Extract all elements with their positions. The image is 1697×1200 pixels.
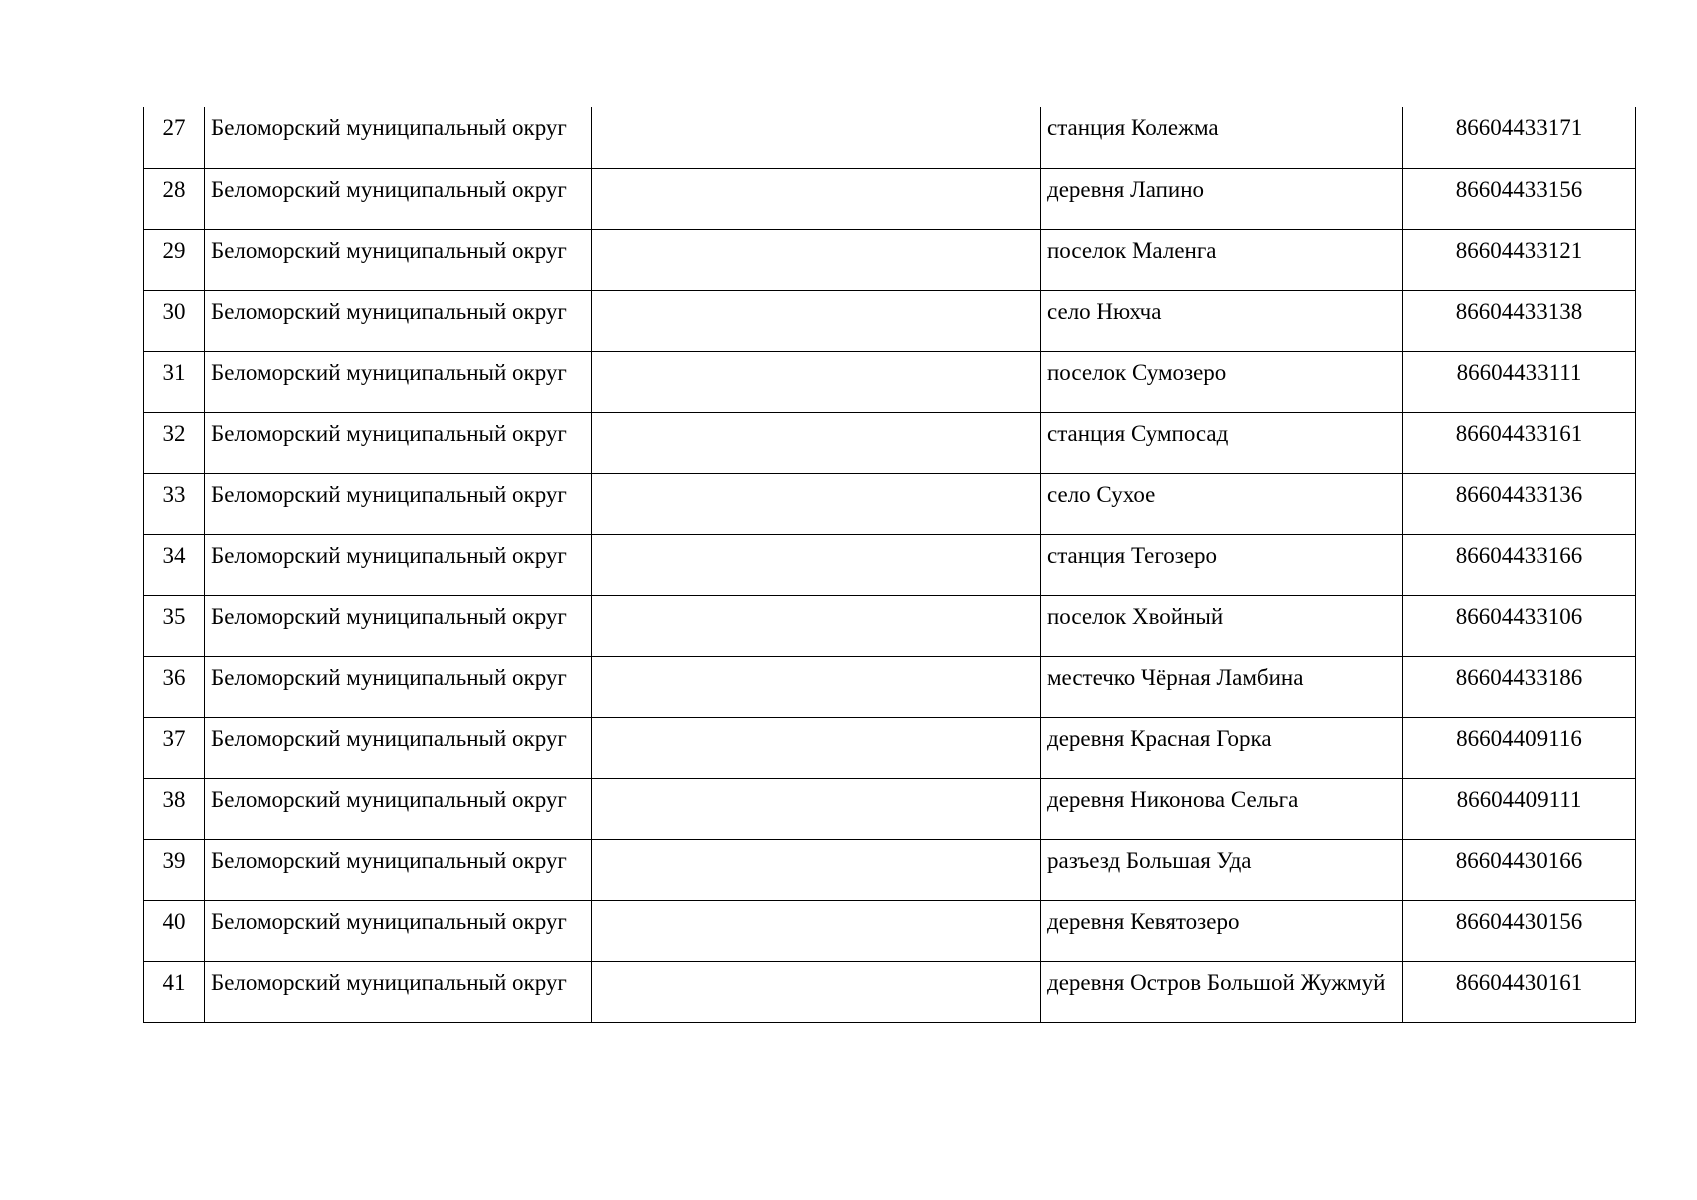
settlement-name: село Сухое <box>1041 473 1403 534</box>
table-row <box>144 412 1636 473</box>
table-row <box>144 717 1636 778</box>
oktmo-code: 86604433136 <box>1403 473 1636 534</box>
empty-cell <box>592 168 1041 229</box>
settlement-name: деревня Лапино <box>1041 168 1403 229</box>
table-row <box>144 900 1636 961</box>
row-number: 31 <box>144 351 205 412</box>
district-name: Беломорский муниципальный округ <box>205 229 592 290</box>
oktmo-code: 86604433111 <box>1403 351 1636 412</box>
table-row <box>144 656 1636 717</box>
district-name: Беломорский муниципальный округ <box>205 717 592 778</box>
settlement-name: поселок Маленга <box>1041 229 1403 290</box>
oktmo-code: 86604433156 <box>1403 168 1636 229</box>
table-row <box>144 595 1636 656</box>
settlement-name: деревня Никонова Сельга <box>1041 778 1403 839</box>
table-row <box>144 839 1636 900</box>
row-number: 37 <box>144 717 205 778</box>
empty-cell <box>592 351 1041 412</box>
empty-cell <box>592 107 1041 168</box>
oktmo-code: 86604433121 <box>1403 229 1636 290</box>
district-name: Беломорский муниципальный округ <box>205 534 592 595</box>
empty-cell <box>592 656 1041 717</box>
district-name: Беломорский муниципальный округ <box>205 839 592 900</box>
settlement-name: деревня Красная Горка <box>1041 717 1403 778</box>
row-number: 30 <box>144 290 205 351</box>
oktmo-code: 86604433138 <box>1403 290 1636 351</box>
table-row <box>144 534 1636 595</box>
empty-cell <box>592 229 1041 290</box>
district-name: Беломорский муниципальный округ <box>205 595 592 656</box>
settlement-name: село Нюхча <box>1041 290 1403 351</box>
empty-cell <box>592 961 1041 1022</box>
empty-cell <box>592 595 1041 656</box>
table-row <box>144 229 1636 290</box>
empty-cell <box>592 717 1041 778</box>
row-number: 33 <box>144 473 205 534</box>
row-number: 32 <box>144 412 205 473</box>
settlement-name: разъезд Большая Уда <box>1041 839 1403 900</box>
oktmo-code: 86604430166 <box>1403 839 1636 900</box>
empty-cell <box>592 473 1041 534</box>
oktmo-code: 86604433171 <box>1403 107 1636 168</box>
table-row <box>144 290 1636 351</box>
settlement-name: местечко Чёрная Ламбина <box>1041 656 1403 717</box>
settlement-name: поселок Сумозеро <box>1041 351 1403 412</box>
table-row <box>144 351 1636 412</box>
district-name: Беломорский муниципальный округ <box>205 168 592 229</box>
row-number: 36 <box>144 656 205 717</box>
row-number: 29 <box>144 229 205 290</box>
row-number: 39 <box>144 839 205 900</box>
table-row <box>144 168 1636 229</box>
oktmo-code: 86604430161 <box>1403 961 1636 1022</box>
district-name: Беломорский муниципальный округ <box>205 351 592 412</box>
district-name: Беломорский муниципальный округ <box>205 290 592 351</box>
row-number: 27 <box>144 107 205 168</box>
settlement-name: станция Тегозеро <box>1041 534 1403 595</box>
settlement-name: станция Сумпосад <box>1041 412 1403 473</box>
table-row <box>144 961 1636 1022</box>
empty-cell <box>592 778 1041 839</box>
district-name: Беломорский муниципальный округ <box>205 900 592 961</box>
district-name: Беломорский муниципальный округ <box>205 107 592 168</box>
empty-cell <box>592 412 1041 473</box>
settlement-name: станция Колежма <box>1041 107 1403 168</box>
row-number: 41 <box>144 961 205 1022</box>
table-row <box>144 473 1636 534</box>
district-name: Беломорский муниципальный округ <box>205 473 592 534</box>
oktmo-code: 86604433106 <box>1403 595 1636 656</box>
settlement-name: поселок Хвойный <box>1041 595 1403 656</box>
table-row <box>144 778 1636 839</box>
empty-cell <box>592 290 1041 351</box>
oktmo-code: 86604409111 <box>1403 778 1636 839</box>
empty-cell <box>592 839 1041 900</box>
table-row <box>144 107 1636 168</box>
settlements-table <box>143 107 1636 1023</box>
settlement-name: деревня Остров Большой Жужмуй <box>1041 961 1403 1022</box>
empty-cell <box>592 534 1041 595</box>
row-number: 38 <box>144 778 205 839</box>
oktmo-code: 86604409116 <box>1403 717 1636 778</box>
district-name: Беломорский муниципальный округ <box>205 778 592 839</box>
row-number: 28 <box>144 168 205 229</box>
empty-cell <box>592 900 1041 961</box>
oktmo-code: 86604433166 <box>1403 534 1636 595</box>
district-name: Беломорский муниципальный округ <box>205 412 592 473</box>
row-number: 40 <box>144 900 205 961</box>
oktmo-code: 86604433186 <box>1403 656 1636 717</box>
row-number: 35 <box>144 595 205 656</box>
district-name: Беломорский муниципальный округ <box>205 656 592 717</box>
table-body <box>144 107 1636 1022</box>
row-number: 34 <box>144 534 205 595</box>
district-name: Беломорский муниципальный округ <box>205 961 592 1022</box>
settlement-name: деревня Кевятозеро <box>1041 900 1403 961</box>
oktmo-code: 86604433161 <box>1403 412 1636 473</box>
oktmo-code: 86604430156 <box>1403 900 1636 961</box>
